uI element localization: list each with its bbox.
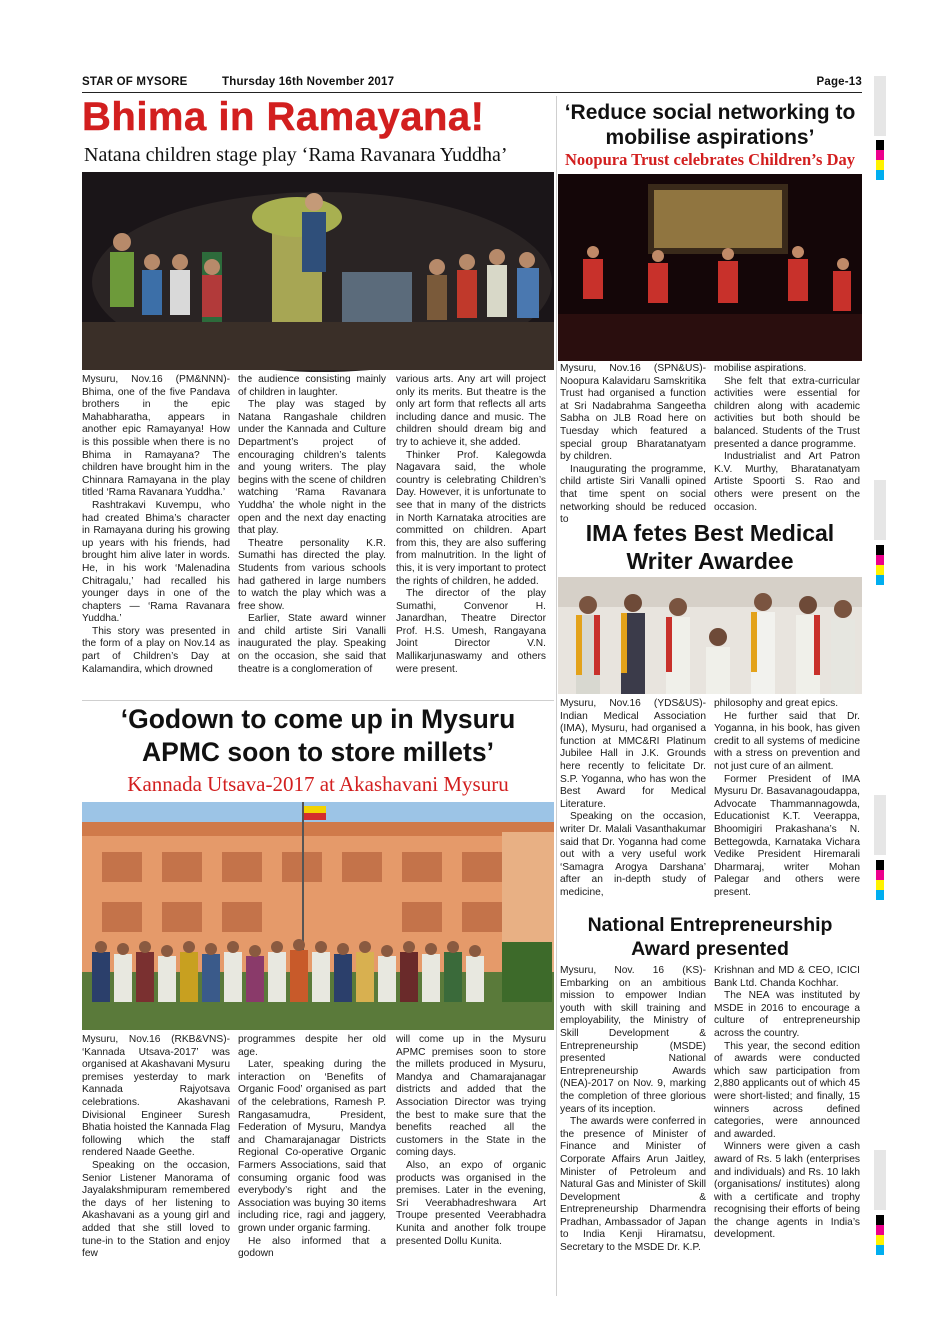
bhima-headline: Bhima in Ramayana! (82, 95, 485, 139)
akashavani-group-photo (82, 802, 554, 1030)
bhima-stage-photo (82, 172, 554, 370)
nea-para: The awards were conferred in the presence of Minister of Finance and Minister of Corporate Affairs Arun Jaitley, Minister of Petroleum and Natural Gas and Minister of Skill Development & Entrepreneurship Dharmendra Pradhan, Ambassador of Japan to India Kenji Hiramatsu, Secretary to the MSDE Dr. K.P. (560, 1116, 706, 1254)
nea-para: The NEA was instituted by MSDE in 2016 to encourage a culture of entrepreneurship across the country. (714, 990, 860, 1039)
bhima-subhead: Natana children stage play ‘Rama Ravanara Yuddha’ (84, 144, 508, 166)
registration-bar (874, 480, 886, 540)
nea-column-1 (560, 965, 706, 1285)
noopura-para: Industrialist and Art Patron K.V. Murthy, Bharatanatyam Artiste Spoorti S. Rao and others were present on the occasion. (714, 451, 860, 513)
godown-para: He also informed that a godown (238, 1235, 386, 1260)
nea-para: Winners were given a cash award of Rs. 5 lakh (enterprises and individuals) and Rs. 10 lakh (organisations/ institutes) along with a certificate and trophy recognising their efforts of being the change agents in India’s development. (714, 1141, 860, 1241)
bhima-para: Thinker Prof. Kalegowda Nagavara said, the whole country is celebrating Children’s Day. However, it is unfortunate to see that in many of the districts in North Karnataka atrocities are committed on children. Apart from this, they are also suffering from malnutrition. In the light of this, it is very important to protect the rights of children, he added. (396, 449, 546, 587)
registration-mark (876, 1215, 884, 1255)
godown-para: will come up in the Mysuru APMC premises soon to store the millets produced in Mysuru, Mandya and Chamarajanagar districts and added that the Association Director was trying the best to make sure that the benefits reached all the customers in the State in the coming days. (396, 1034, 546, 1159)
paper-name: STAR OF MYSORE (82, 76, 188, 88)
masthead-rule (82, 92, 862, 93)
registration-mark (876, 140, 884, 180)
column-divider (556, 96, 557, 1296)
godown-para: Later, speaking during the interaction on ‘Benefits of Organic Food’ organised as part of the celebrations, Ramesh P. Rangasamudra, President, Federation of Mysuru, Mandya and Chamarajanagar Districts Regional Co-operative Organic Farmers Associations, said that consuming organic food was everybody’s right and the Association was buying 30 items including rice, ragi and jaggery, grown under organic farming. (238, 1059, 386, 1234)
ima-para: Mysuru, Nov.16 (YDS&US)- Indian Medical Association (IMA), Mysuru, had organised a function at MMC&RI Platinum Jubilee Hall in J.K. Grounds here recently to felicitate Dr. S.P. Yoganna, who has won the Best Award for Medical Literature. (560, 698, 706, 810)
noopura-para: mobilise aspirations. (714, 363, 807, 374)
masthead (82, 76, 862, 92)
section-divider (82, 700, 554, 701)
ima-column-2 (714, 698, 860, 908)
bhima-column-3 (396, 374, 546, 696)
godown-para: Also, an expo of organic products was organised in the premises. Later in the evening, Sri Veerabhadreshwara Art Troupe presented Veerabhadra Kunita and another folk troupe presented Dollu Kunita. (396, 1159, 546, 1247)
noopura-headline: ‘Reduce social networking to mobilise aspirations’ (564, 101, 856, 149)
bhima-column-2 (238, 374, 386, 696)
bhima-para: the audience consisting mainly of children in laughter. (238, 374, 386, 398)
noopura-subhead: Noopura Trust celebrates Children’s Day (565, 150, 855, 169)
bhima-para: Earlier, State award winner and child artiste Siri Vanalli inaugurated the play. Speaking on the occasion, she said that theatre is a conglomeration of (238, 613, 386, 675)
bhima-para: Mysuru, Nov.16 (PM&NNN)- Bhima, one of the five Pandava brothers in the epic Mahabharatha, appears in another epic Ramayanya! How is this possible when there is no Bhima in Ramayana? The children have brought him in the Chinnara Ramayana in the play titled ‘Rama Ravanara Yuddha.’ (82, 374, 230, 499)
nea-headline: National Entrepreneurship Award presented (587, 914, 833, 960)
bhima-para: Theatre personality K.R. Sumathi has directed the play. Students from various schools had gathered in large numbers to watch the play which was a free show. (238, 537, 386, 612)
registration-mark (876, 545, 884, 585)
bhima-column-1 (82, 374, 230, 696)
ima-headline: IMA fetes Best Medical Writer Awardee (585, 520, 835, 574)
ima-para: philosophy and great epics. (714, 698, 839, 709)
registration-bar (874, 1150, 886, 1210)
godown-column-1 (82, 1034, 230, 1274)
ima-para: Former President of IMA Mysuru Dr. Basavanagoudappa, Advocate Thammannagowda, Educationist K.T. Veerappa, Bhoomigiri Prakashana’s N. Bettegowda, Karnataka Vichara Vedike President Hiremarali Dharmaraj, writer Mohan Palegar and others were present. (714, 773, 860, 898)
ima-award-photo (558, 577, 862, 694)
bhima-para: The play was staged by Natana Rangashale children under the Kannada and Culture Department’s project of encouraging children’s talents and young writers. The play begins with the scene of children watching ‘Rama Ravanara Yuddha’ the whole night in the open and the next day enacting that play. (238, 399, 386, 537)
godown-subhead: Kannada Utsava-2017 at Akashavani Mysuru (127, 772, 509, 796)
issue-date: Thursday 16th November 2017 (222, 76, 395, 88)
registration-bar (874, 795, 886, 855)
noopura-column-2 (714, 363, 860, 513)
registration-mark (876, 860, 884, 900)
ima-para: Speaking on the occasion, writer Dr. Malali Vasanthakumar said that Dr. Yoganna had come out with a very useful work ‘Samagra Arogya Darshana’ after an in-depth study of medicine, (560, 811, 706, 898)
godown-para: Speaking on the occasion, Senior Listener Manorama of Jayalakshmipuram remembered the days of her listening to Akashavani as a young girl and added that she still loved to tune-in to the Station and enjoy few (82, 1159, 230, 1260)
noopura-para: Mysuru, Nov.16 (SPN&US)- Noopura Kalavidaru Samskritika Trust had organised a function at Sri Nadabrahma Sangeetha Sabha on JLB Road here on Tuesday which featured a special group Bharatanatyam by children. (560, 363, 706, 463)
godown-para: programmes despite her old age. (238, 1034, 386, 1058)
godown-para: Mysuru, Nov.16 (RKB&VNS)- ‘Kannada Utsava-2017’ was organised at Akashavani Mysuru premises yesterday to mark Kannada Rajyotsava celebrations. Akashavani Divisional Engineer Suresh Bhatia hoisted the Kannada Flag following which the staff rendered Naade Geethe. (82, 1034, 230, 1159)
bhima-para: The director of the play Sumathi, Convenor H. Janardhan, Theatre Director Prof. H.S. Umesh, Rangayana Joint Director V.N. Mallikarjunaswamy and others were present. (396, 588, 546, 675)
godown-column-2 (238, 1034, 386, 1274)
godown-headline: ‘Godown to come up in Mysuru APMC soon to store millets’ (120, 704, 516, 767)
godown-column-3 (396, 1034, 546, 1274)
noopura-dance-photo (558, 174, 862, 361)
noopura-para: She felt that extra-curricular activities were essential for children along with academic activities but both should be balanced. Students of the Trust presented a dance programme. (714, 375, 860, 450)
nea-column-2 (714, 965, 860, 1285)
ima-para: He further said that Dr. Yoganna, in his book, has given credit to all systems of medicine with a stress on prevention and not just cure of an ailment. (714, 710, 860, 772)
noopura-para: Inaugurating the programme, child artiste Siri Vanalli opined that time spent on social networking should be reduced to (560, 463, 706, 526)
registration-bar (874, 76, 886, 136)
noopura-column-1 (560, 363, 706, 526)
bhima-para: This story was presented in the form of a play on Nov.14 as part of Children’s Day at Kalamandira, which drowned (82, 625, 230, 675)
nea-para: Mysuru, Nov. 16 (KS)- Embarking on an ambitious mission to empower Indian youth with skill training and employability, the Ministry of Skill Development & Entrepreneurship (MSDE) presented National Entrepreneurship Awards (NEA)-2017 on Nov. 9, marking the completion of three glorious years of its inception. (560, 965, 706, 1115)
nea-para: This year, the second edition of awards were conducted which saw participation from 2,880 applicants out of which 45 were short-listed; and finally, 15 winners across defined categories, were announced and awarded. (714, 1040, 860, 1140)
ima-column-1 (560, 698, 706, 908)
bhima-para: Rashtrakavi Kuvempu, who had created Bhima’s character in Ramayana during his growing up years with his friends, had brought him alive later in words. He, in his work ‘Malenadina Chitragalu,’ had recalled his younger days in one of the chapters — ‘Rama Ravanara Yuddha.’ (82, 499, 230, 625)
nea-para: Krishnan and MD & CEO, ICICI Bank Ltd. Chanda Kochhar. (714, 965, 860, 989)
page-number: Page-13 (816, 76, 862, 88)
bhima-para: various arts. Any art will project only its merits. But theatre is the only art form that reflects all arts including dance and music. The children should dream big and try to achieve it, she added. (396, 374, 546, 448)
